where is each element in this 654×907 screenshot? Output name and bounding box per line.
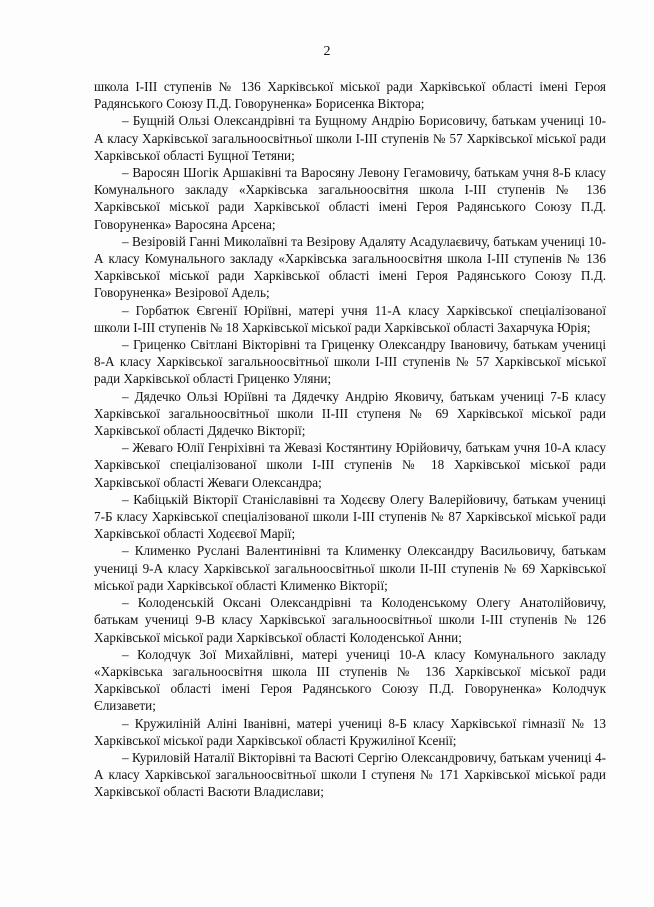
paragraph-varosian: – Варосян Шогік Аршаківні та Варосяну Левону Гегамовичу, батькам учня 8-Б класу Комунального закладу «Харківська загальноосвітня школа І-ІІІ ступенів № 136 Харківської міської ради Харківської області імені Героя Радянського Союзу П.Д. Говоруненка» Варосяна Арсена;: [94, 165, 606, 232]
paragraph-kruzhylina: – Кружиліній Аліні Іванівні, матері учениці 8-Б класу Харківської гімназії № 13 Харківської міської ради Харківської області Кружиліної Ксенії;: [94, 715, 606, 748]
paragraph-hrytsenko: – Гриценко Світлані Вікторівні та Гриценку Олександру Івановичу, батькам учениці 8-А класу Харківської загальноосвітньої школи І-ІІІ ступенів № 57 Харківської міської ради Харківської області Гриценко Уляни;: [94, 337, 606, 387]
paragraph-horbatiuk: – Горбатюк Євгенії Юріївні, матері учня 11-А класу Харківської спеціалізованої школи І-ІІІ ступенів № 18 Харківської міської ради Харківської області Захарчука Юрія;: [94, 302, 606, 335]
paragraph-kurylova: – Куриловій Наталії Вікторівні та Васюті Сергію Олександровичу, батькам учениці 4-А класу Харківської загальноосвітньої школи І ступеня № 171 Харківської міської ради Харківської області Васюти Владислави;: [94, 749, 606, 800]
paragraph-zhevaho: – Жеваго Юлії Генріхівні та Жевазі Костянтину Юрійовичу, батькам учня 10-А класу Харківської спеціалізованої школи І-ІІІ ступенів № 18 Харківської міської ради Харківської області Жеваги Олександра;: [94, 440, 606, 490]
document-body: [94, 78, 606, 801]
paragraph-diadechko: – Дядечко Ользі Юріївні та Дядечку Андрію Яковичу, батькам учениці 7-Б класу Харківської загальноосвітньої школи ІІ-ІІІ ступеня № 69 Харківської міської ради Харківської області Дядечко Вікторії;: [94, 388, 606, 439]
paragraph-klymenko: – Клименко Руслані Валентинівні та Клименку Олександру Васильовичу, батькам учениці 9-А класу Харківської загальноосвітньої школи ІІ-ІІІ ступенів № 69 Харківської міської ради Харківської області Клименко Вікторії;: [94, 543, 606, 593]
paragraph-kabitska: – Кабіцькій Вікторії Станіславівні та Ходєєву Олегу Валерійовичу, батькам учениці 7-Б класу Харківської спеціалізованої школи І-ІІІ ступенів № 87 Харківської міської ради Харківської області Ходєєвої Марії;: [94, 491, 606, 542]
paragraph-vezirova: – Везіровій Ганні Миколаївні та Везірову Адаляту Асадулаєвичу, батькам учениці 10-А класу Комунального закладу «Харківська загальноосвітня школа І-ІІІ ступенів № 136 Харківської міської ради Харківської області імені Героя Радянського Союзу П.Д. Говоруненка» Везірової Адель;: [94, 233, 606, 301]
paragraph-kolodenska: – Колоденській Оксані Олександрівні та Колоденському Олегу Анатолійовичу, батькам учениці 9-В класу Харківської загальноосвітньої школи І-ІІІ ступенів № 126 Харківської міської ради Харківської області Колоденської Анни;: [94, 595, 606, 645]
paragraph-kolodchuk: – Колодчук Зої Михайлівні, матері учениці 10-А класу Комунального закладу «Харківська загальноосвітня школа ІІІ ступенів № 136 Харківської міської ради Харківської області імені Героя Радянського Союзу П.Д. Говоруненка» Колодчук Єлизавети;: [94, 646, 606, 714]
paragraph-bushchna: – Бущній Ользі Олександрівні та Бущному Андрію Борисовичу, батькам учениці 10-А класу Харківської загальноосвітньої школи І-ІІІ ступенів № 57 Харківської міської ради Харківської області Бущної Тетяни;: [94, 113, 606, 163]
paragraph-continuation: школа І-ІІІ ступенів № 136 Харківської міської ради Харківської області імені Героя Радянського Союзу П.Д. Говоруненка» Борисенка Віктора;: [94, 79, 606, 112]
page-number: 2: [323, 44, 331, 59]
